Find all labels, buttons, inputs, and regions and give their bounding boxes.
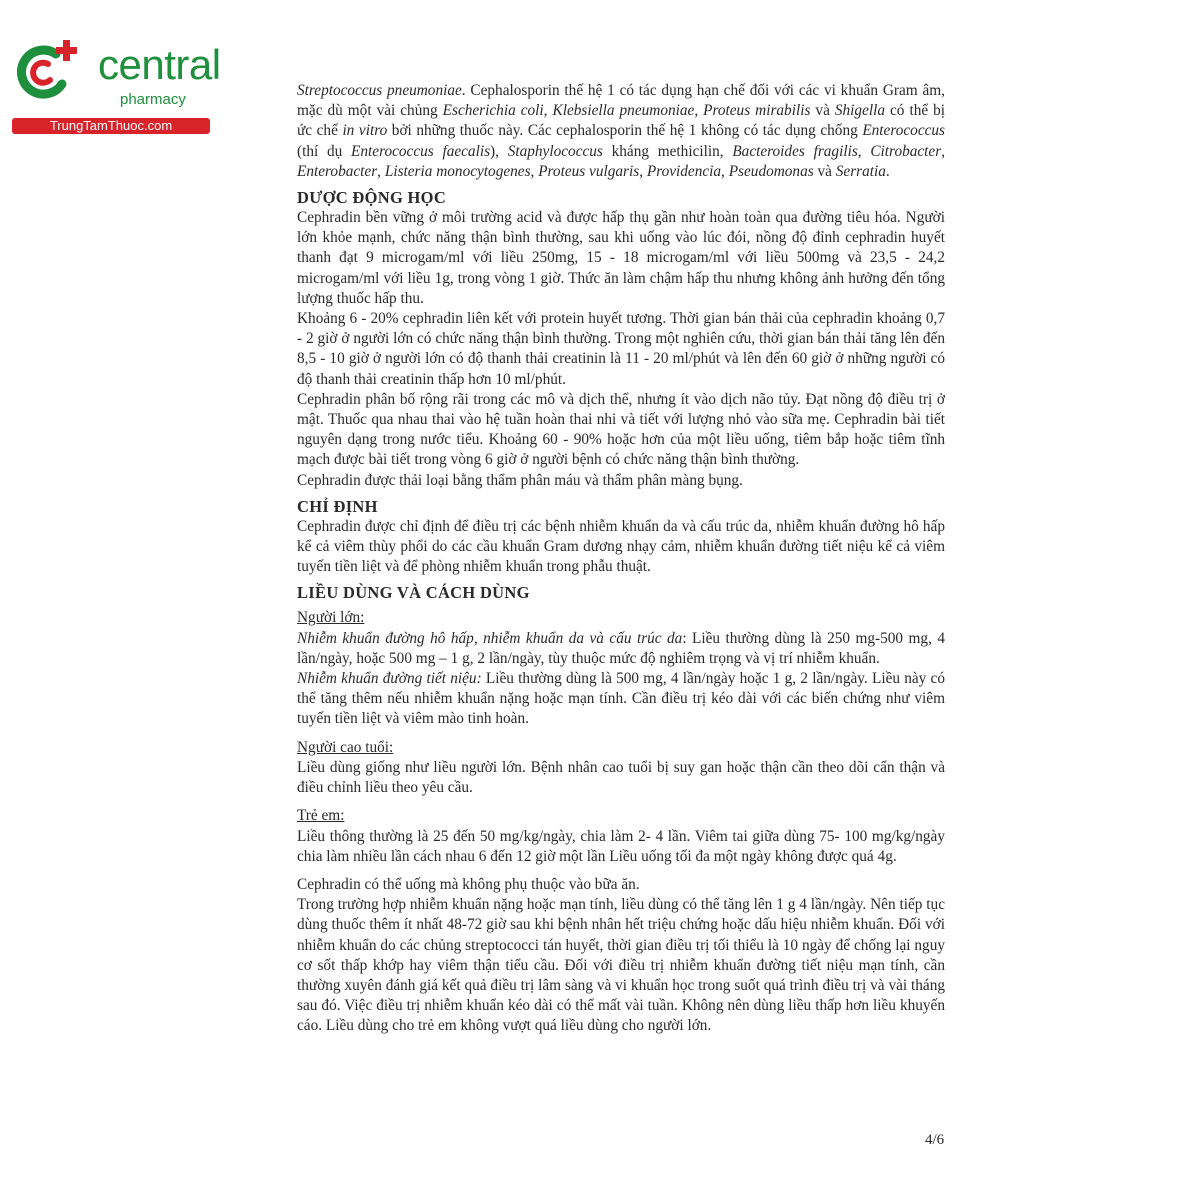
pk-paragraph-2: Khoảng 6 - 20% cephradin liên kết với protein huyết tương. Thời gian bán thải của cephradin khoảng 0,7 - 2 giờ ở người lớn có chức năng thận bình thường. Trong một nghiên cứu, thời gian bán thải tăng lên đến 8,5 - 10 giờ ở người lớn có độ thanh thải creatinin là 11 - 20 ml/phút và lên đến 60 giờ ở những người có độ thanh thải creatinin thấp hơn 10 ml/phút.: [297, 310, 945, 388]
elderly-paragraph: Liều dùng giống như liều người lớn. Bệnh nhân cao tuổi bị suy gan hoặc thận cần theo dõi cẩn thận và điều chỉnh liều theo yêu cầu.: [297, 758, 945, 797]
heading-dosage: LIỀU DÙNG VÀ CÁCH DÙNG: [297, 583, 530, 603]
heading-indication: CHỈ ĐỊNH: [297, 496, 378, 516]
pk-paragraph-3: Cephradin phân bố rộng rãi trong các mô và dịch thể, nhưng ít vào dịch não tủy. Đạt nồng độ điều trị ở mật. Thuốc qua nhau thai vào hệ tuần hoàn thai nhi và tiết với lượng nhỏ vào sữa mẹ. Cephradin bài tiết nguyên dạng trong nước tiểu. Khoảng 60 - 90% hoặc hơn của một liều uống, tiêm bắp hoặc tiêm tĩnh mạch được bài tiết trong vòng 6 giờ ở người bệnh có chức năng thận bình thường.: [297, 390, 945, 469]
adult-urinary-paragraph: Nhiễm khuẩn đường tiết niệu: Liều thường dùng là 500 mg, 4 lần/ngày hoặc 1 g, 2 lần/ngày. Liều này có thể tăng thêm nếu nhiễm khuẩn nặng hoặc mạn tính. Cần điều trị kéo dài với các biến chứng như viêm tuyến tiền liệt và viêm mào tinh hoàn.: [297, 670, 945, 728]
site-url-badge: TrungTamThuoc.com: [12, 118, 210, 134]
brand-subtitle: pharmacy: [120, 91, 186, 108]
adult-subheading: Người lớn:: [297, 609, 365, 627]
page-number: 4/6: [925, 1132, 945, 1148]
children-subheading: Trẻ em:: [297, 807, 345, 825]
elderly-subheading: Người cao tuổi:: [297, 738, 394, 756]
central-pharmacy-logo-icon: [12, 38, 80, 106]
leaflet-page: [297, 81, 945, 1037]
intro-paragraph: Streptococcus pneumoniae. Cephalosporin thế hệ 1 có tác dụng hạn chế đối với các vi khuẩn Gram âm, mặc dù một vài chủng Escherichia coli, Klebsiella pneumoniae, Proteus mirabilis và Shigella có thể bị ức chế in vitro bởi những thuốc này. Các cephalosporin thế hệ 1 không có tác dụng chống Enterococcus (thí dụ Enterococcus faecalis), Staphylococcus kháng methicilin, Bacteroides fragilis, Citrobacter, Enterobacter, Listeria monocytogenes, Proteus vulgaris, Providencia, Pseudomonas và Serratia.: [297, 82, 946, 180]
adult-respiratory-paragraph: Nhiễm khuẩn đường hô hấp, nhiễm khuẩn da và cấu trúc da: Liều thường dùng là 250 mg-500 mg, 4 lần/ngày, hoặc 500 mg – 1 g, 2 lần/ngày, tùy thuộc mức độ nghiêm trọng và vị trí nhiễm khuẩn.: [297, 629, 945, 667]
brand-logo: [12, 38, 221, 138]
pk-paragraph-1: Cephradin bền vững ở môi trường acid và được hấp thụ gần như hoàn toàn qua đường tiêu hóa. Người lớn khỏe mạnh, chức năng thận bình thường, sau khi uống vào lúc đói, nồng độ đỉnh cephradin huyết thanh đạt 9 microgam/ml với liều 250mg, 15 - 18 microgam/ml với liều 500mg và 23,5 - 24,2 microgam/ml với liều 1g, trong vòng 1 giờ. Thức ăn làm chậm hấp thu nhưng không ảnh hưởng đến tổng lượng thuốc hấp thu.: [297, 209, 945, 307]
pk-paragraph-4: Cephradin được thải loại bằng thẩm phân máu và thẩm phân màng bụng.: [297, 471, 743, 489]
brand-name: central: [98, 41, 221, 88]
food-paragraph: Cephradin có thể uống mà không phụ thuộc vào bữa ăn.: [297, 875, 640, 893]
severe-infection-paragraph: Trong trường hợp nhiễm khuẩn nặng hoặc mạn tính, liều dùng có thể tăng lên 1 g 4 lần/ngày. Nên tiếp tục dùng thuốc thêm ít nhất 48-72 giờ sau khi bệnh nhân hết triệu chứng hoặc dấu hiệu nhiễm khuẩn. Đối với nhiễm khuẩn do các chủng streptococci tán huyết, thời gian điều trị tối thiểu là 10 ngày để chống lại nguy cơ sốt thấp khớp hay viêm thận tiểu cầu. Đối với điều trị nhiễm khuẩn đường tiết niệu mạn tính, cần thường xuyên đánh giá kết quả điều trị lâm sàng và vi khuẩn học trong suốt quá trình điều trị và vài tháng sau đó. Việc điều trị nhiễm khuẩn kéo dài có thể mất vài tuần. Không nên dùng liều thấp hơn liều khuyến cáo. Liều dùng cho trẻ em không vượt quá liều dùng cho người lớn.: [297, 896, 945, 1035]
heading-pharmacokinetics: DƯỢC ĐỘNG HỌC: [297, 188, 447, 208]
indication-paragraph: Cephradin được chỉ định để điều trị các bệnh nhiễm khuẩn da và cấu trúc da, nhiễm khuẩn đường hô hấp kể cả viêm thùy phổi do các cầu khuẩn Gram dương nhạy cảm, nhiễm khuẩn đường tiết niệu kể cả viêm tuyến tiền liệt và để phòng nhiễm khuẩn trong phẫu thuật.: [297, 517, 945, 576]
children-paragraph: Liều thông thường là 25 đến 50 mg/kg/ngày, chia làm 2- 4 lần. Viêm tai giữa dùng 75- 100 mg/kg/ngày chia làm nhiều lần cách nhau 6 đến 12 giờ một lần Liều uống tối đa một ngày không được quá 4g.: [297, 827, 945, 865]
